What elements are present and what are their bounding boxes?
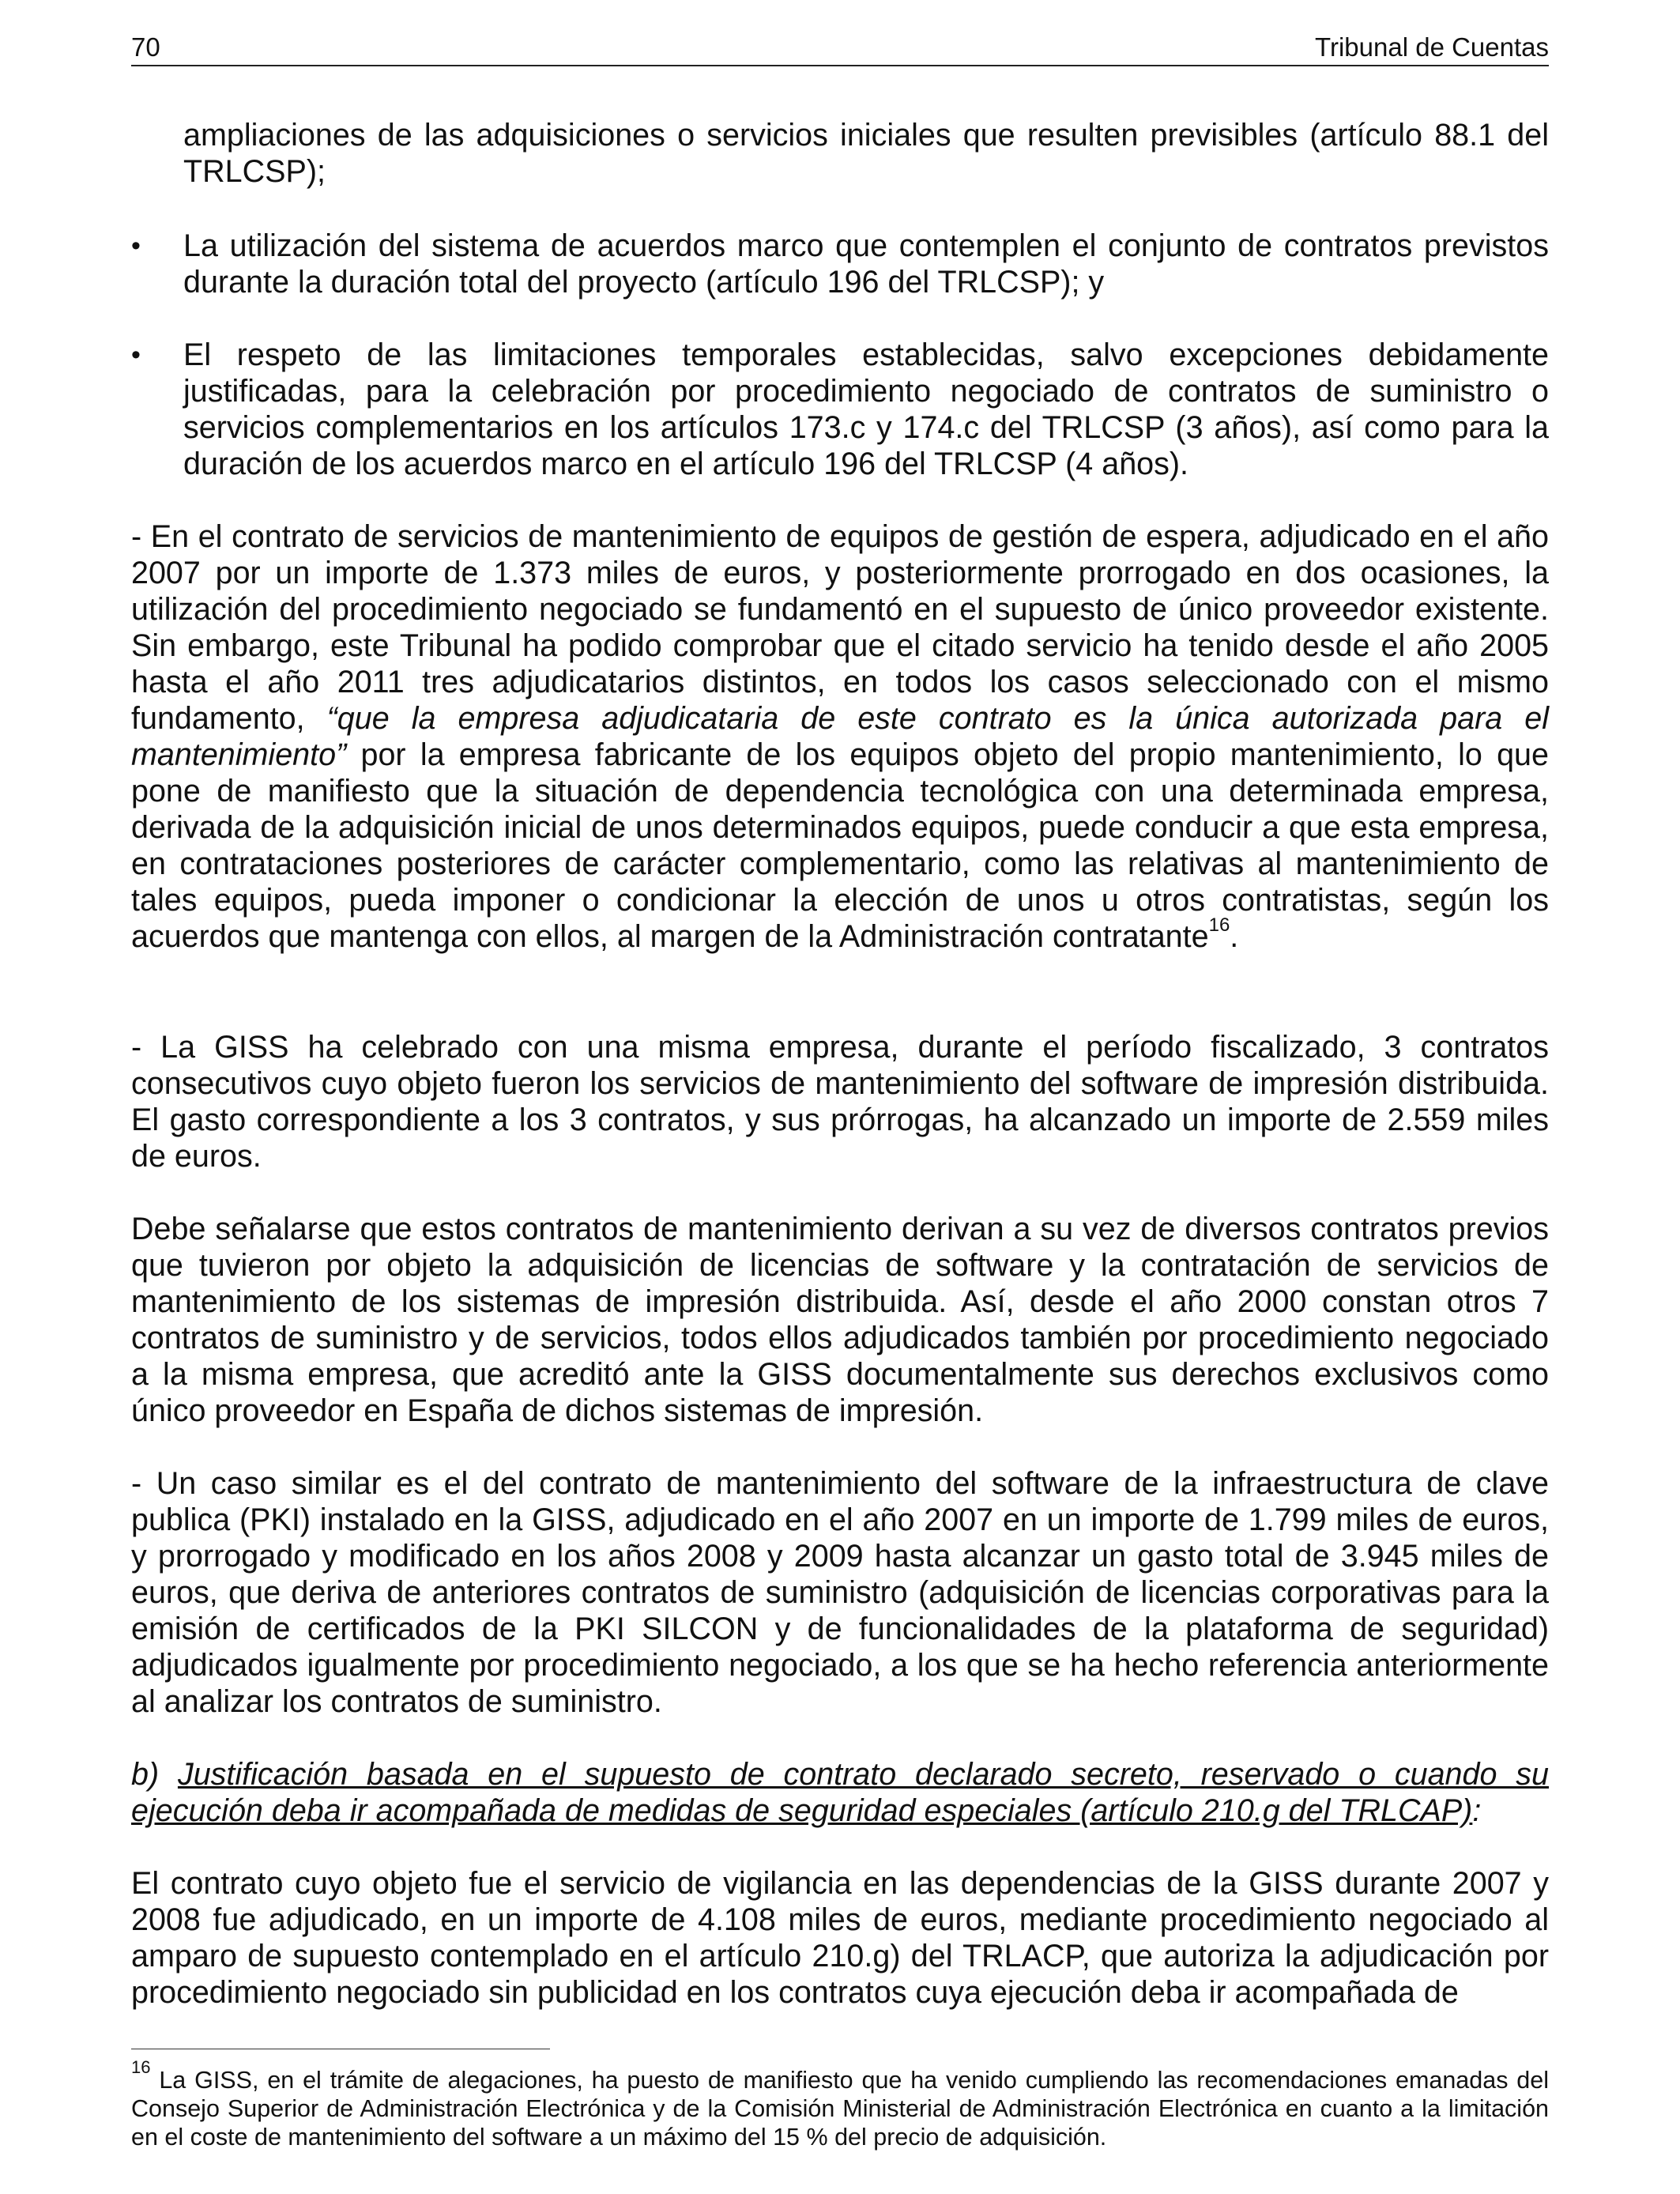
page-header: [131, 30, 1549, 66]
bullet-text: La utilización del sistema de acuerdos marco que contemplen el conjunto de contratos previstos durante la duración total del proyecto (artículo 196 del TRLCSP); y: [183, 228, 1549, 300]
heading-underlined-text: Justificación basada en el supuesto de contrato declarado secreto, reservado o cuando su ejecución deba ir acompañada de medidas de seguridad especiales (artículo 210.g del TRLCAP): [131, 1757, 1549, 1828]
paragraph-maintenance: [131, 518, 1549, 955]
paragraph-previous-contracts: Debe señalarse que estos contratos de mantenimiento derivan a su vez de diversos contratos previos que tuvieron por objeto la adquisición de licencias de software y la contratación de servicios de mantenimiento de los sistemas de impresión distribuida. Así, desde el año 2000 constan otros 7 contratos de suministro y de servicios, todos ellos adjudicados también por procedimiento negociado a la misma empresa, que acreditó ante la GISS documentalmente sus derechos exclusivos como único proveedor en España de dichos sistemas de impresión.: [131, 1212, 1549, 1428]
footnote-reference[interactable]: 16: [1208, 914, 1230, 936]
header-organization: Tribunal de Cuentas: [1315, 32, 1549, 62]
bullet-icon: •: [131, 231, 141, 261]
bullet-icon: •: [131, 340, 141, 370]
page-number: 70: [131, 32, 160, 62]
paragraph-text: por la empresa fabricante de los equipos objeto del propio mantenimiento, lo que pone de manifiesto que la situación de dependencia tecnológica con una determinada empresa, derivada de la adquisición inicial de unos determinados equipos, puede conducir a que esta empresa, en contrataciones posteriores de carácter complementario, como las relativas al mantenimiento de tales equipos, pueda imponer o condicionar la elección de unos u otros contratistas, según los acuerdos que mantenga con ellos, al margen de la Administración contratante: [131, 737, 1549, 954]
quoted-text: “que la empresa adjudicataria de este contrato es la única autorizada para el mantenimiento”: [131, 701, 1549, 772]
paragraph-pki: - Un caso similar es el del contrato de mantenimiento del software de la infraestructura de clave publica (PKI) instalado en la GISS, adjudicado en el año 2007 en un importe de 1.799 miles de euros, y prorrogado y modificado en los años 2008 y 2009 hasta alcanzar un gasto total de 3.945 miles de euros, que deriva de anteriores contratos de suministro (adquisición de licencias corporativas para la emisión de certificados de la PKI SILCON y de funcionalidades de la plataforma de seguridad) adjudicados igualmente por procedimiento negociado, a los que se ha hecho referencia anteriormente al analizar los contratos de suministro.: [131, 1466, 1549, 1719]
intro-continuation: ampliaciones de las adquisiciones o servicios iniciales que resulten previsibles (artículo 88.1 del TRLCSP);: [183, 118, 1549, 189]
footnote-text: La GISS, en el trámite de alegaciones, ha puesto de manifiesto que ha venido cumpliendo las recomendaciones emanadas del Consejo Superior de Administración Electrónica y de la Comisión Ministerial de Administración Electrónica en cuanto a la limitación en el coste de mantenimiento del software a un máximo del 15 % del precio de adquisición.: [131, 2067, 1549, 2151]
sentence-end: .: [1230, 919, 1239, 954]
footnote: [131, 2056, 1549, 2151]
paragraph-giss-software: - La GISS ha celebrado con una misma empresa, durante el período fiscalizado, 3 contratos consecutivos cuyo objeto fueron los servicios de mantenimiento del software de impresión distribuida. El gasto correspondiente a los 3 contratos, y sus prórrogas, ha alcanzado un importe de 2.559 miles de euros.: [131, 1030, 1549, 1174]
paragraph-security: El contrato cuyo objeto fue el servicio de vigilancia en las dependencias de la GISS durante 2007 y 2008 fue adjudicado, en un importe de 4.108 miles de euros, mediante procedimiento negociado al amparo de supuesto contemplado en el artículo 210.g) del TRLACP, que autoriza la adjudicación por procedimiento negociado sin publicidad en los contratos cuya ejecución deba ir acompañada de: [131, 1866, 1549, 2010]
paragraph-text: - En el contrato de servicios de mantenimiento de equipos de gestión de espera, adjudicado en el año 2007 por un importe de 1.373 miles de euros, y posteriormente prorrogado en dos ocasiones, la utilización del procedimiento negociado se fundamentó en el supuesto de único proveedor existente. Sin embargo, este Tribunal ha podido comprobar que el citado servicio ha tenido desde el año 2005 hasta el año 2011 tres adjudicatarios distintos, en todos los casos seleccionado con el mismo fundamento,: [131, 519, 1549, 736]
section-heading-b: [131, 1756, 1549, 1829]
heading-suffix: :: [1472, 1793, 1482, 1828]
footnote-number: 16: [131, 2056, 151, 2077]
heading-prefix: b): [131, 1757, 178, 1792]
bullet-text: El respeto de las limitaciones temporales establecidas, salvo excepciones debidamente justificadas, para la celebración por procedimiento negociado de contratos de suministro o servicios complementarios en los artículos 173.c y 174.c del TRLCSP (3 años), así como para la duración de los acuerdos marco en el artículo 196 del TRLCSP (4 años).: [183, 337, 1549, 481]
